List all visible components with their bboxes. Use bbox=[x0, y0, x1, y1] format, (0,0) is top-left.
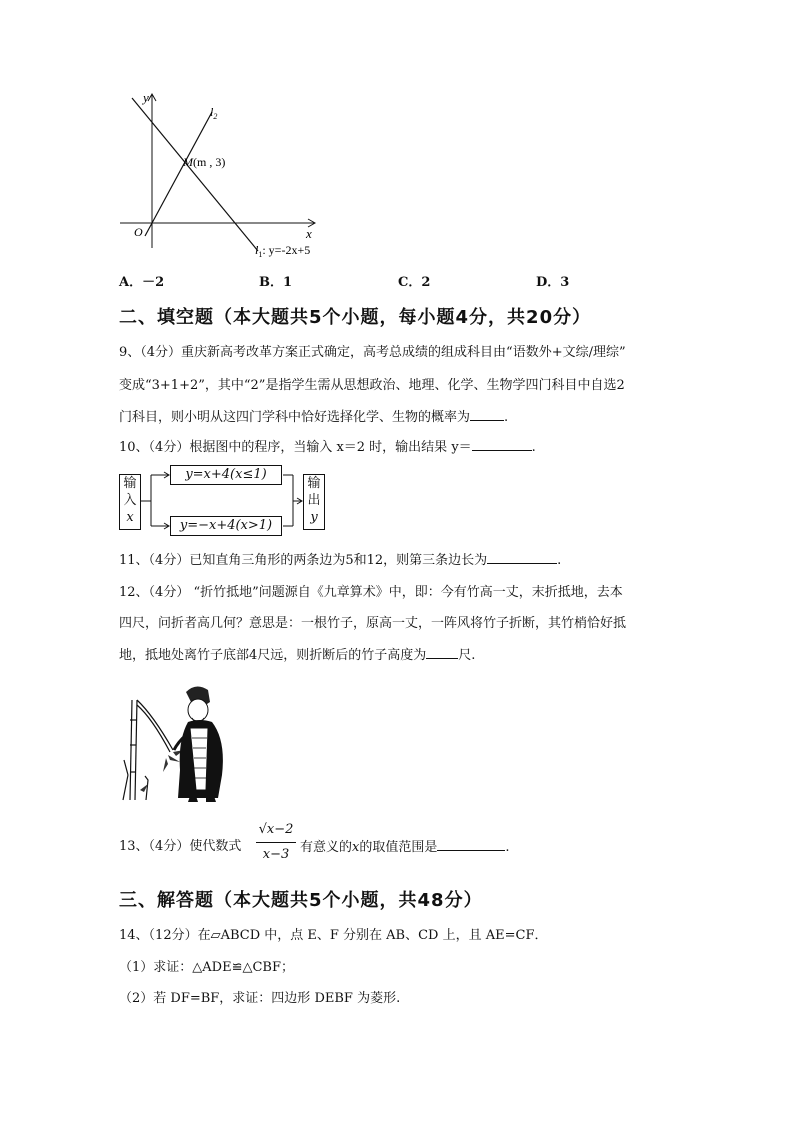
q12-line2: 四尺，问折者高几何？意思是：一根竹子，原高一丈，一阵风将竹子折断，其竹梢恰好抵 bbox=[119, 616, 627, 631]
q14-line1: 14、（12分）在▱ABCD 中，点 E、F 分别在 AB、CD 上，且 AE=CF． bbox=[119, 928, 548, 943]
q13-fraction-bar bbox=[256, 842, 296, 843]
y-axis-label: y bbox=[143, 90, 149, 105]
q10-end: . bbox=[531, 440, 536, 455]
l2-label: $l_2$ bbox=[210, 105, 218, 121]
scholar-bamboo-illustration bbox=[118, 680, 238, 805]
l1-label: $l_1$: y=-2x+5 bbox=[255, 243, 311, 259]
q12-line3-text: 地，抵地处离竹子底部4尺远，则折断后的竹子高度为 bbox=[119, 648, 427, 663]
option-a: A．－2 bbox=[119, 275, 165, 290]
section-title-solutions: 三、解答题（本大题共5个小题，共48分） bbox=[119, 890, 483, 911]
point-m-label: M(m , 3) bbox=[183, 155, 226, 169]
q11-answer-blank bbox=[487, 551, 557, 564]
q9-line3 bbox=[119, 408, 508, 426]
q11-prompt: 11、（4分）已知直角三角形的两条边为5和12，则第三条边长为 bbox=[119, 553, 488, 568]
q10-prompt: 10、（4分）根据图中的程序，当输入 x＝2 时，输出结果 y＝ bbox=[119, 440, 472, 455]
input-char-2: 入 bbox=[123, 493, 137, 508]
q12-answer-blank bbox=[426, 646, 458, 659]
section-title-fill-in: 二、填空题（本大题共5个小题，每小题4分，共20分） bbox=[119, 307, 592, 328]
line-l2 bbox=[145, 112, 212, 236]
q9-line1: 9、（4分）重庆新高考改革方案正式确定，高考总成绩的组成科目由“语数外+文综/理综” bbox=[119, 345, 626, 360]
program-flowchart bbox=[119, 467, 329, 533]
q9-line2: 变成“3+1+2”，其中“2”是指学生需从思想政治、地理、化学、生物学四门科目中自选2 bbox=[119, 378, 625, 393]
q9-end: . bbox=[504, 410, 509, 425]
origin-label: O bbox=[134, 225, 143, 239]
flowchart-connectors bbox=[119, 470, 329, 536]
q11-end: . bbox=[557, 553, 562, 568]
x-axis-label: x bbox=[306, 226, 312, 241]
option-d: D．3 bbox=[536, 275, 570, 290]
output-var: y bbox=[310, 510, 318, 525]
q10-text bbox=[119, 438, 536, 456]
option-c: C．2 bbox=[398, 275, 431, 290]
q13-end: . bbox=[505, 840, 510, 855]
q11-text bbox=[119, 551, 561, 569]
bottom-formula: y=−x+4(x>1) bbox=[179, 518, 273, 533]
q14-line3: （2）若 DF=BF，求证：四边形 DEBF 为菱形. bbox=[119, 991, 401, 1006]
q10-answer-blank bbox=[472, 438, 532, 451]
q13-denominator: x−3 bbox=[262, 847, 290, 862]
line-l1 bbox=[132, 98, 258, 251]
q13-mid: 有意义的 bbox=[300, 840, 353, 855]
q13-var: x bbox=[352, 840, 360, 855]
q12-line3 bbox=[119, 646, 475, 664]
q12-line1: 12、（4分） “折竹抵地”问题源自《九章算术》中，即：今有竹高一丈，末折抵地，去本 bbox=[119, 585, 623, 600]
q13-post: 的取值范围是 bbox=[359, 840, 438, 855]
input-char-1: 输 bbox=[123, 476, 137, 491]
q13-answer-blank bbox=[437, 838, 505, 851]
q13-prefix: 13、（4分）使代数式 bbox=[119, 839, 242, 854]
input-var: x bbox=[126, 510, 134, 525]
q9-answer-blank bbox=[470, 408, 504, 421]
top-formula: y=x+4(x≤1) bbox=[185, 467, 267, 482]
output-char-1: 输 bbox=[307, 476, 321, 491]
q13-fraction bbox=[254, 822, 298, 866]
q14-line2: （1）求证：△ADE≌△CBF； bbox=[119, 960, 294, 975]
option-b: B．1 bbox=[259, 275, 293, 290]
output-char-2: 出 bbox=[307, 493, 321, 508]
q13-suffix bbox=[300, 838, 510, 856]
q9-line3-text: 门科目，则小明从这四门学科中恰好选择化学、生物的概率为 bbox=[119, 410, 471, 425]
q13-numerator: √x−2 bbox=[258, 822, 294, 837]
q12-end: 尺. bbox=[458, 648, 476, 663]
coordinate-graph bbox=[110, 88, 350, 264]
